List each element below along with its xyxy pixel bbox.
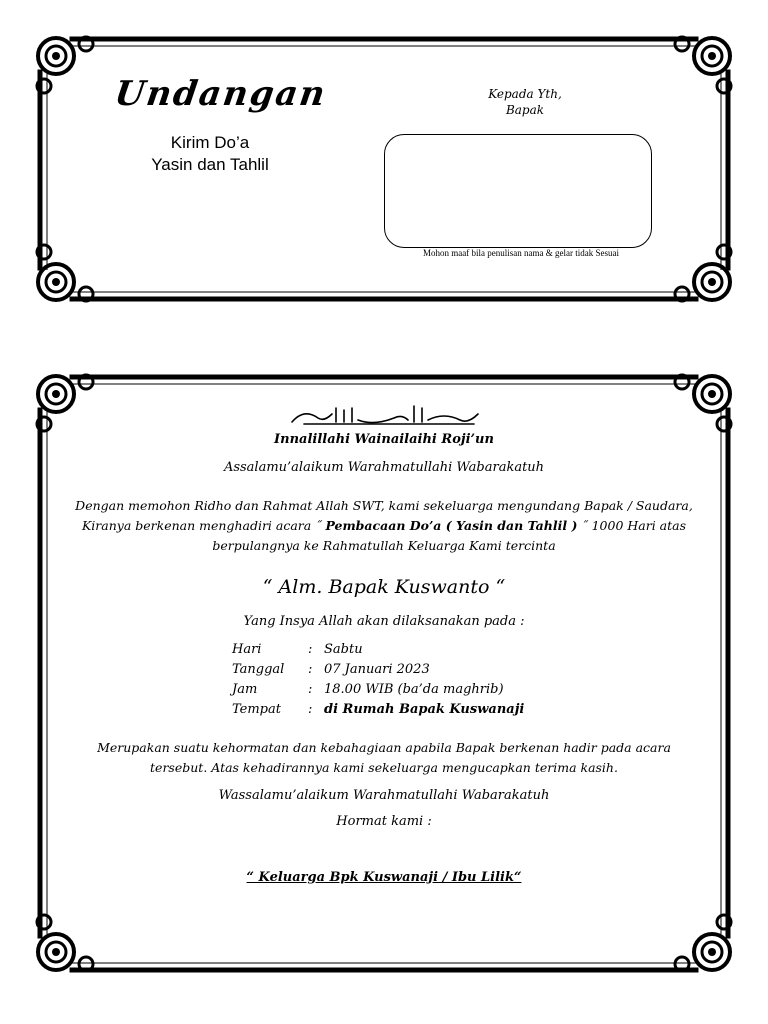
closing-paragraph: Merupakan suatu kehormatan dan kebahagiaan apabila Bapak berkenan hadir pada acara tersebut. Atas kehadirannya kami sekeluarga mengucapkan terima kasih. bbox=[97, 740, 671, 775]
detail-separator: : bbox=[308, 662, 313, 677]
detail-row-time bbox=[232, 682, 504, 697]
detail-value: Sabtu bbox=[324, 642, 363, 657]
detail-key: Hari bbox=[232, 642, 262, 657]
paragraph-text-b: ˝ 1000 Hari atas berpulangnya ke Rahmatullah Keluarga Kami tercinta bbox=[212, 518, 687, 553]
closing-salam: Wassalamu’alaikum Warahmatullahi Wabarakatuh bbox=[218, 788, 550, 803]
corner-ornament-tl bbox=[37, 37, 93, 93]
deceased-name: “ Alm. Bapak Kuswanto “ bbox=[262, 576, 506, 598]
invitation-card bbox=[0, 360, 768, 1000]
detail-value: di Rumah Bapak Kuswanaji bbox=[324, 702, 525, 717]
detail-row-day bbox=[232, 642, 363, 657]
schedule-intro: Yang Insya Allah akan dilaksanakan pada : bbox=[243, 614, 525, 629]
recipient-header bbox=[470, 86, 580, 118]
envelope-card bbox=[0, 0, 768, 320]
corner-ornament-tr bbox=[675, 375, 731, 431]
regards-label: Hormat kami : bbox=[336, 814, 432, 829]
family-signature: “ Keluarga Bpk Kuswanaji / Ibu Lilik“ bbox=[246, 870, 522, 885]
subtitle-line-1: Kirim Do’a bbox=[170, 133, 250, 152]
corner-ornament-tr bbox=[675, 37, 731, 93]
bismillah-calligraphy bbox=[284, 402, 484, 428]
opening-salam: Assalamu’alaikum Warahmatullahi Wabarakatuh bbox=[223, 460, 545, 475]
detail-key: Tanggal bbox=[232, 662, 285, 677]
corner-ornament-tl bbox=[37, 375, 93, 431]
detail-value: 18.00 WIB (ba’da maghrib) bbox=[324, 682, 504, 697]
detail-row-place bbox=[232, 702, 524, 717]
detail-row-date bbox=[232, 662, 430, 677]
ornamental-frame bbox=[0, 360, 768, 1000]
detail-key: Jam bbox=[232, 682, 258, 697]
address-note: Mohon maaf bila penulisan nama & gelar tidak Sesuai bbox=[423, 248, 619, 258]
detail-separator: : bbox=[308, 682, 313, 697]
opening-istirja: Innalillahi Wainailaihi Roji’un bbox=[274, 432, 494, 447]
detail-separator: : bbox=[308, 642, 313, 657]
event-name: Pembacaan Do’a ( Yasin dan Tahlil ) bbox=[325, 518, 578, 533]
paragraph-text-a: Dengan memohon Ridho dan Rahmat Allah SWT, kami sekeluarga mengundang Bapak / Saudara, Kiranya berkenan menghadiri acara ˝ bbox=[75, 498, 693, 533]
recipient-line-1: Kepada Yth, bbox=[488, 87, 562, 101]
corner-ornament-br bbox=[675, 245, 731, 301]
corner-ornament-bl bbox=[37, 245, 93, 301]
invitation-paragraph bbox=[70, 496, 698, 556]
detail-value: 07 Januari 2023 bbox=[324, 662, 430, 677]
invitation-subtitle bbox=[130, 132, 290, 176]
subtitle-line-2: Yasin dan Tahlil bbox=[151, 155, 269, 174]
recipient-line-2: Bapak bbox=[505, 103, 545, 117]
detail-separator: : bbox=[308, 702, 313, 717]
detail-key: Tempat bbox=[232, 702, 281, 717]
address-box bbox=[384, 134, 652, 248]
invitation-title: Undangan bbox=[112, 74, 330, 114]
